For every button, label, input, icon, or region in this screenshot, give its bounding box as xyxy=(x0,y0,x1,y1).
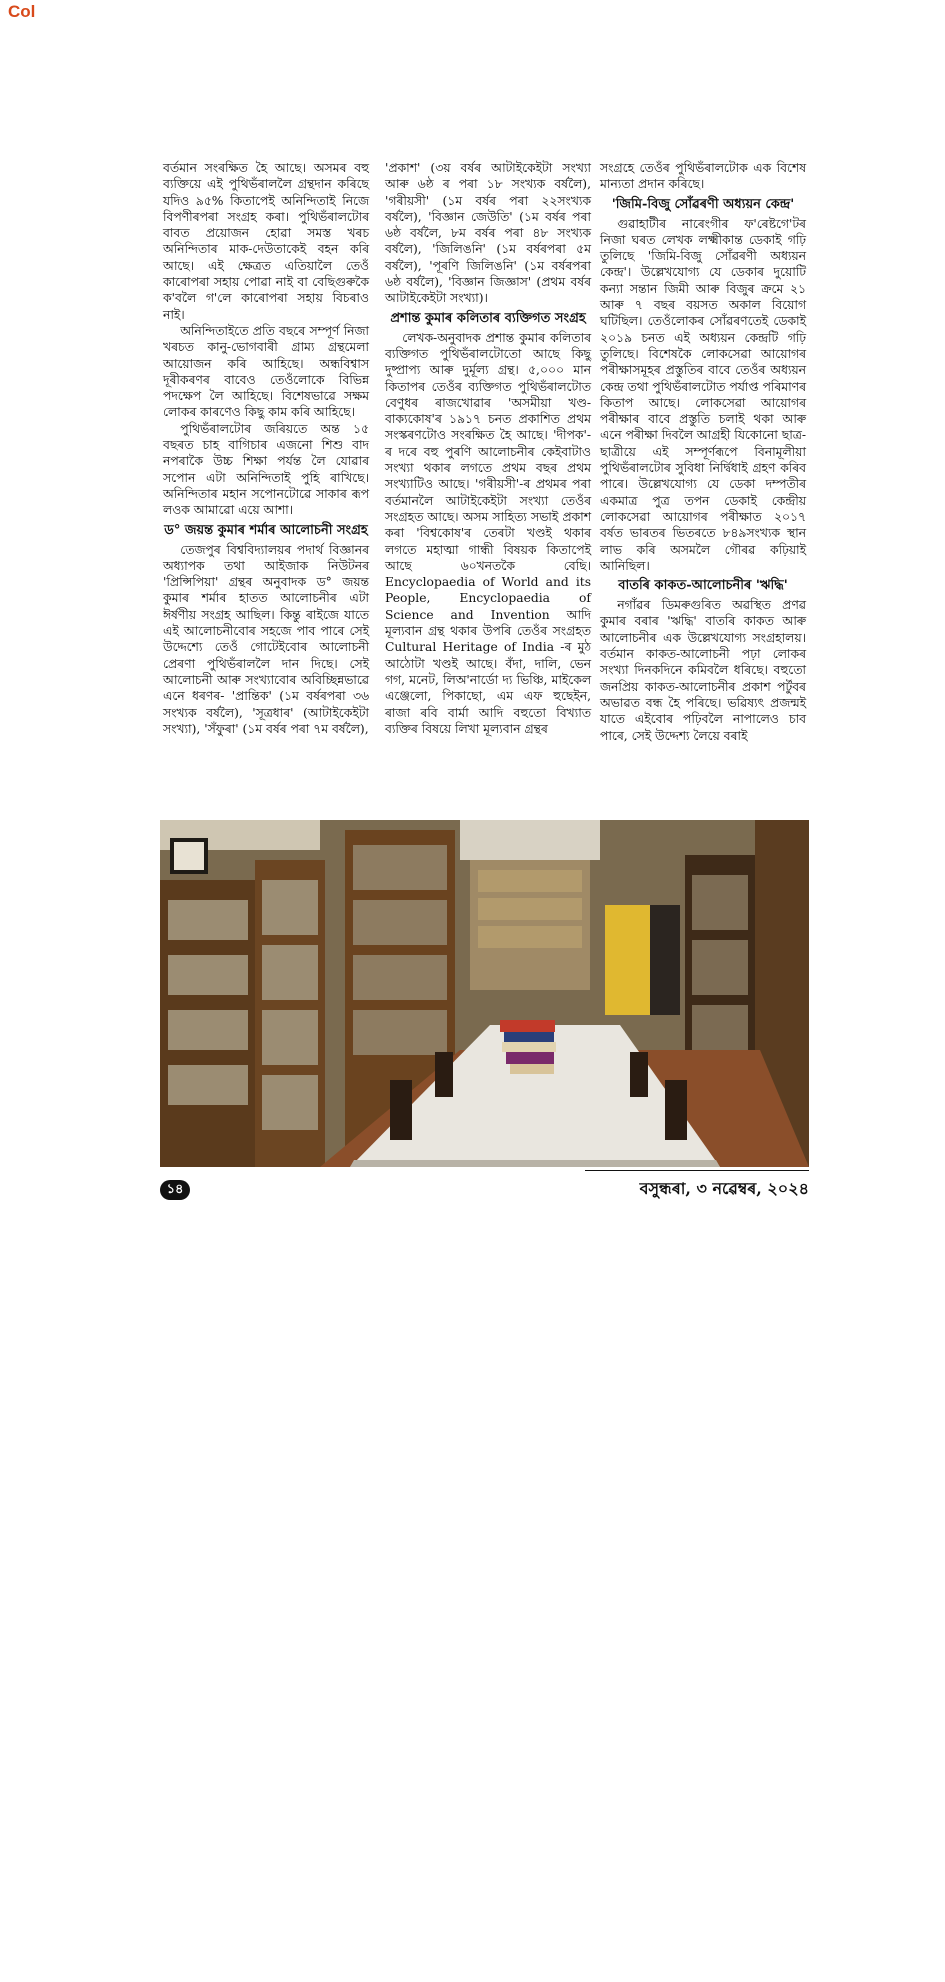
photo-caption: নন্দ তালুকদাৰ ফাউণ্ডেশ্যন xyxy=(550,1967,655,1978)
article-paragraph: গুৱাহাটীৰ নাৰেংগীৰ ফ'ৰেষ্টগে'টৰ নিজা ঘৰত লেখক লক্ষ্মীকান্ত ডেকাই গঢ়ি তুলিছে 'জিমি-বিজু সোঁৱৰণী অধ্যয়ন কেন্দ্ৰ'। উল্লেখযোগ্য যে ডেকাৰ দুয়োটি কন্যা সন্তান জিমী আৰু বিজুৰ ক্ৰমে ২১ আৰু ৭ বছৰ বয়সত অকাল বিয়োগ ঘটিছিল। তেওঁলোকৰ সোঁৱৰণতেই ডেকাই ২০১৯ চনত এই অধ্যয়ন কেন্দ্ৰটি গঢ়ি তুলিছে। বিশেষকৈ লোকসেৱা আয়োগৰ পৰীক্ষাসমূহৰ প্ৰস্তুতিৰ বাবে তেওঁৰ অধ্যয়ন কেন্দ্ৰ তথা পুথিভঁৰালটোত পৰ্যাপ্ত পৰিমাণৰ কিতাপ আছে। লোকসেৱা আয়োগৰ পৰীক্ষাৰ বাবে প্ৰস্তুতি চলাই থকা আৰু এনে পৰীক্ষা দিবলৈ আগ্ৰহী যিকোনো ছাত্ৰ-ছাত্ৰীয়ে এই সম্পূৰ্ণৰূপে বিনামূলীয়া পুথিভঁৰালটোৰ সুবিধা নিৰ্দ্বিধাই গ্ৰহণ কৰিব পাৰে। উল্লেখযোগ্য যে ডেকা দম্পতীৰ একমাত্ৰ পুত্ৰ তপন ডেকাই কেন্দ্ৰীয় লোকসেৱা আয়োগৰ পৰীক্ষাত ২০১৭ বৰ্ষত ভাৰতৰ ভিতৰতে ৮৪৯সংখ্যক স্থান লাভ কৰি অসমলৈ গৌৰৱ কঢ়িয়াই আনিছিল। xyxy=(600,216,806,573)
article-paragraph: পুথিভঁৰালটোৰ জৰিয়তে অন্ত ১৫ বছৰত চাহ বাগিচাৰ এজনো শিশু বাদ নপৰাকৈ উচ্চ শিক্ষা পৰ্যন্ত লৈ যোৱাৰ সপোন এটা অনিন্দিতাই পুহি ৰাখিছে। অনিন্দিতাৰ মহান সপোনটোৱে সাকাৰ ৰূপ লওক আমাৱো এয়ে আশা। xyxy=(163,421,369,518)
article-paragraph: অনিন্দিতাইতে প্ৰতি বছৰে সম্পূৰ্ণ নিজা খৰচত কানু-ভোগবাৰী গ্ৰাম্য গ্ৰন্থমেলা আয়োজন কৰি আহিছে। অন্ধবিশ্বাস দূৰীকৰণৰ বাবেও তেওঁলোকে বিভিন্ন পদক্ষেপ লৈ আহিছে। বিশেষভাৱে সক্ষম লোকৰ কাৰণেও কিছু কাম কৰি আহিছে। xyxy=(163,323,369,420)
section-heading: প্ৰশান্ত কুমাৰ কলিতাৰ ব্যক্তিগত সংগ্ৰহ xyxy=(390,310,586,326)
publication-footer: বসুন্ধৰা, ৩ নৱেম্বৰ, ২০২৪ xyxy=(639,1179,809,1198)
article-column-2 xyxy=(385,160,591,815)
article-paragraph: তেজপুৰ বিশ্ববিদ্যালয়ৰ পদাৰ্থ বিজ্ঞানৰ অধ্যাপক তথা আইজাক নিউটনৰ 'প্ৰিন্সিপিয়া' গ্ৰন্থৰ অনুবাদক ড° জয়ন্ত কুমাৰ শৰ্মাৰ হাতত আলোচনীৰ এটা ঈৰ্ষণীয় সংগ্ৰহ আছিল। কিন্তু ৰাইজে যাতে এই আলোচনীবোৰ সহজে পাব পাৰে সেই উদ্দেশ্যে তেওঁ গোটেইবোৰ আলোচনী প্ৰেৰণা পুথিভঁৰাললৈ দান দিছে। সেই আলোচনী আৰু সংখ্যাবোৰ অবিচ্ছিন্নভাৱে এনে ধৰণৰ- 'প্ৰান্তিক' (১ম বৰ্ষৰপৰা ৩৬ সংখ্যক বৰ্ষলৈ), 'সূত্ৰধাৰ' (আটাইকেইটা সংখ্যা), 'সঁফুৰা' (১ম বৰ্ষৰ পৰা ৭ম বৰ্ষলৈ), xyxy=(163,542,369,736)
section-heading: বাতৰি কাকত-আলোচনীৰ 'ঋদ্ধি' xyxy=(618,578,788,594)
page-number: ১৪ xyxy=(160,1180,190,1200)
article-column-1 xyxy=(163,160,369,815)
article-paragraph: সংগ্ৰহে তেওঁৰ পুথিভঁৰালটোক এক বিশেষ মান্যতা প্ৰদান কৰিছে। xyxy=(600,161,806,192)
article-paragraph: বৰ্তমান সংৰক্ষিত হৈ আছে। অসমৰ বহু ব্যক্তিয়ে এই পুথিভঁৰাললৈ গ্ৰন্থদান কৰিছে যদিও ৯৫% কিতাপেই অনিন্দিতাই নিজে বিপণীৰপৰা সংগ্ৰহ কৰা। পুথিভঁৰালটোৰ বাবত প্ৰয়োজন হোৱা সমস্ত খৰচ অনিন্দিতাৰ মাক-দেউতাকেই বহন কৰি আছে। এই ক্ষেত্ৰত এতিয়ালৈ তেওঁ কাৰোপৰা সহায় পোৱা নাই বা বেছিগুৰুকৈ ক'বলৈ গ'লে কাৰোপৰা সহায় বিচৰাও নাই। xyxy=(163,161,369,322)
library-photo-illustration xyxy=(160,820,809,1167)
article-column-3 xyxy=(600,160,806,815)
footer-divider xyxy=(585,1170,809,1171)
article-paragraph: 'প্ৰকাশ' (৩য় বৰ্ষৰ আটাইকেইটা সংখ্যা আৰু ৬ষ্ঠ ৰ পৰা ১৮ সংখ্যক বৰ্ষলৈ), 'গৰীয়সী' (১ম বৰ্ষৰ পৰা ২২সংখ্যক বৰ্ষলৈ), 'বিজ্ঞান জেউতি' (১ম বৰ্ষৰ পৰা ৬ষ্ঠ বৰ্ষলৈ, ৮ম বৰ্ষৰ পৰা ৪৮ সংখ্যক বৰ্ষলৈ), 'জিলিঙনি' (১ম বৰ্ষৰপৰা ৫ম বৰ্ষলৈ), 'পূৰণি জিলিঙনি' (১ম বৰ্ষৰপৰা ৬ষ্ঠ বৰ্ষলৈ), 'বিজ্ঞান জিজ্ঞাস' (প্ৰথম বৰ্ষৰ আটাইকেইটা সংখ্যা)। xyxy=(385,161,591,306)
corner-label: Col xyxy=(8,2,36,21)
article-paragraph: লেখক-অনুবাদক প্ৰশান্ত কুমাৰ কলিতাৰ ব্যক্তিগত পুথিভঁৰালটোতো আছে কিছু দুষ্প্ৰাপ্য আৰু দুৰ্মূল্য গ্ৰন্থ। ৫,০০০ মান কিতাপৰ তেওঁৰ ব্যক্তিগত পুথিভঁৰালটোত বেণুধৰ ৰাজখোৱাৰ 'অসমীয়া খণ্ড-বাক্যকোষ'ৰ ১৯১৭ চনত প্ৰকাশিত প্ৰথম সংস্কৰণটোও সংৰক্ষিত হৈ আছে। 'দীপক'-ৰ দৰে বহু পুৰণি আলোচনীৰ কেইবাটাও সংখ্যা থকাৰ লগতে প্ৰথম বছৰ প্ৰথম সংখ্যাটিও আছে। 'গৰীয়সী'-ৰ প্ৰথমৰ পৰা বৰ্তমানলৈ আটাইকেইটা সংখ্যা তেওঁৰ সংগ্ৰহত আছে। অসম সাহিত্য সভাই প্ৰকাশ কৰা 'বিশ্বকোষ'ৰ তেৰটা খণ্ডই থকাৰ লগতে মহাত্মা গান্ধী বিষয়ক কিতাপেই আছে ৬০খনতকৈ বেছি। Encyclopaedia of World and its People, Encyclopaedia of Science and Invention আদি মূল্যবান গ্ৰন্থ থকাৰ উপৰি তেওঁৰ সংগ্ৰহত Cultural Heritage of India -ৰ মুঠ আঠোটা খণ্ডই আছে। বঁদা, দালি, ভেন গগ, মনেট, লিঅ'নাৰ্ডো দ্য ভিঞ্চি, মাইকেল এঞ্জেলো, পিকাছো, এম এফ হুছেইন, ৰাজা ৰবি বাৰ্মা আদি বহুতো বিখ্যাত ব্যক্তিৰ বিষয়ে লিখা মূল্যবান গ্ৰন্থৰ xyxy=(385,330,591,736)
article-body xyxy=(163,160,809,815)
section-heading: 'জিমি-বিজু সোঁৱৰণী অধ্যয়ন কেন্দ্ৰ' xyxy=(611,196,795,212)
section-heading: ড° জয়ন্ত কুমাৰ শৰ্মাৰ আলোচনী সংগ্ৰহ xyxy=(164,522,368,538)
article-paragraph: নগাঁৱৰ ডিমৰুগুৰিত অৱস্থিত প্ৰণৱ কুমাৰ বৰাৰ 'ঋদ্ধি' বাতৰি কাকত আৰু আলোচনীৰ এক উল্লেখযোগ্য সংগ্ৰহালয়। বৰ্তমান কাকত-আলোচনী পঢ়া লোকৰ সংখ্যা দিনকদিনে কমিবলৈ ধৰিছে। বহুতো জনপ্ৰিয় কাকত-আলোচনীৰ প্ৰকাশ পৰ্টুবৰ অভাৱত বন্ধ হৈ পৰিছে। ভৱিষ্যৎ প্ৰজন্মই যাতে এইবোৰ পঢ়িবলৈ নাপালেও চাব পাৰে, সেই উদ্দেশ্য লৈয়ে বৰাই xyxy=(600,598,806,743)
